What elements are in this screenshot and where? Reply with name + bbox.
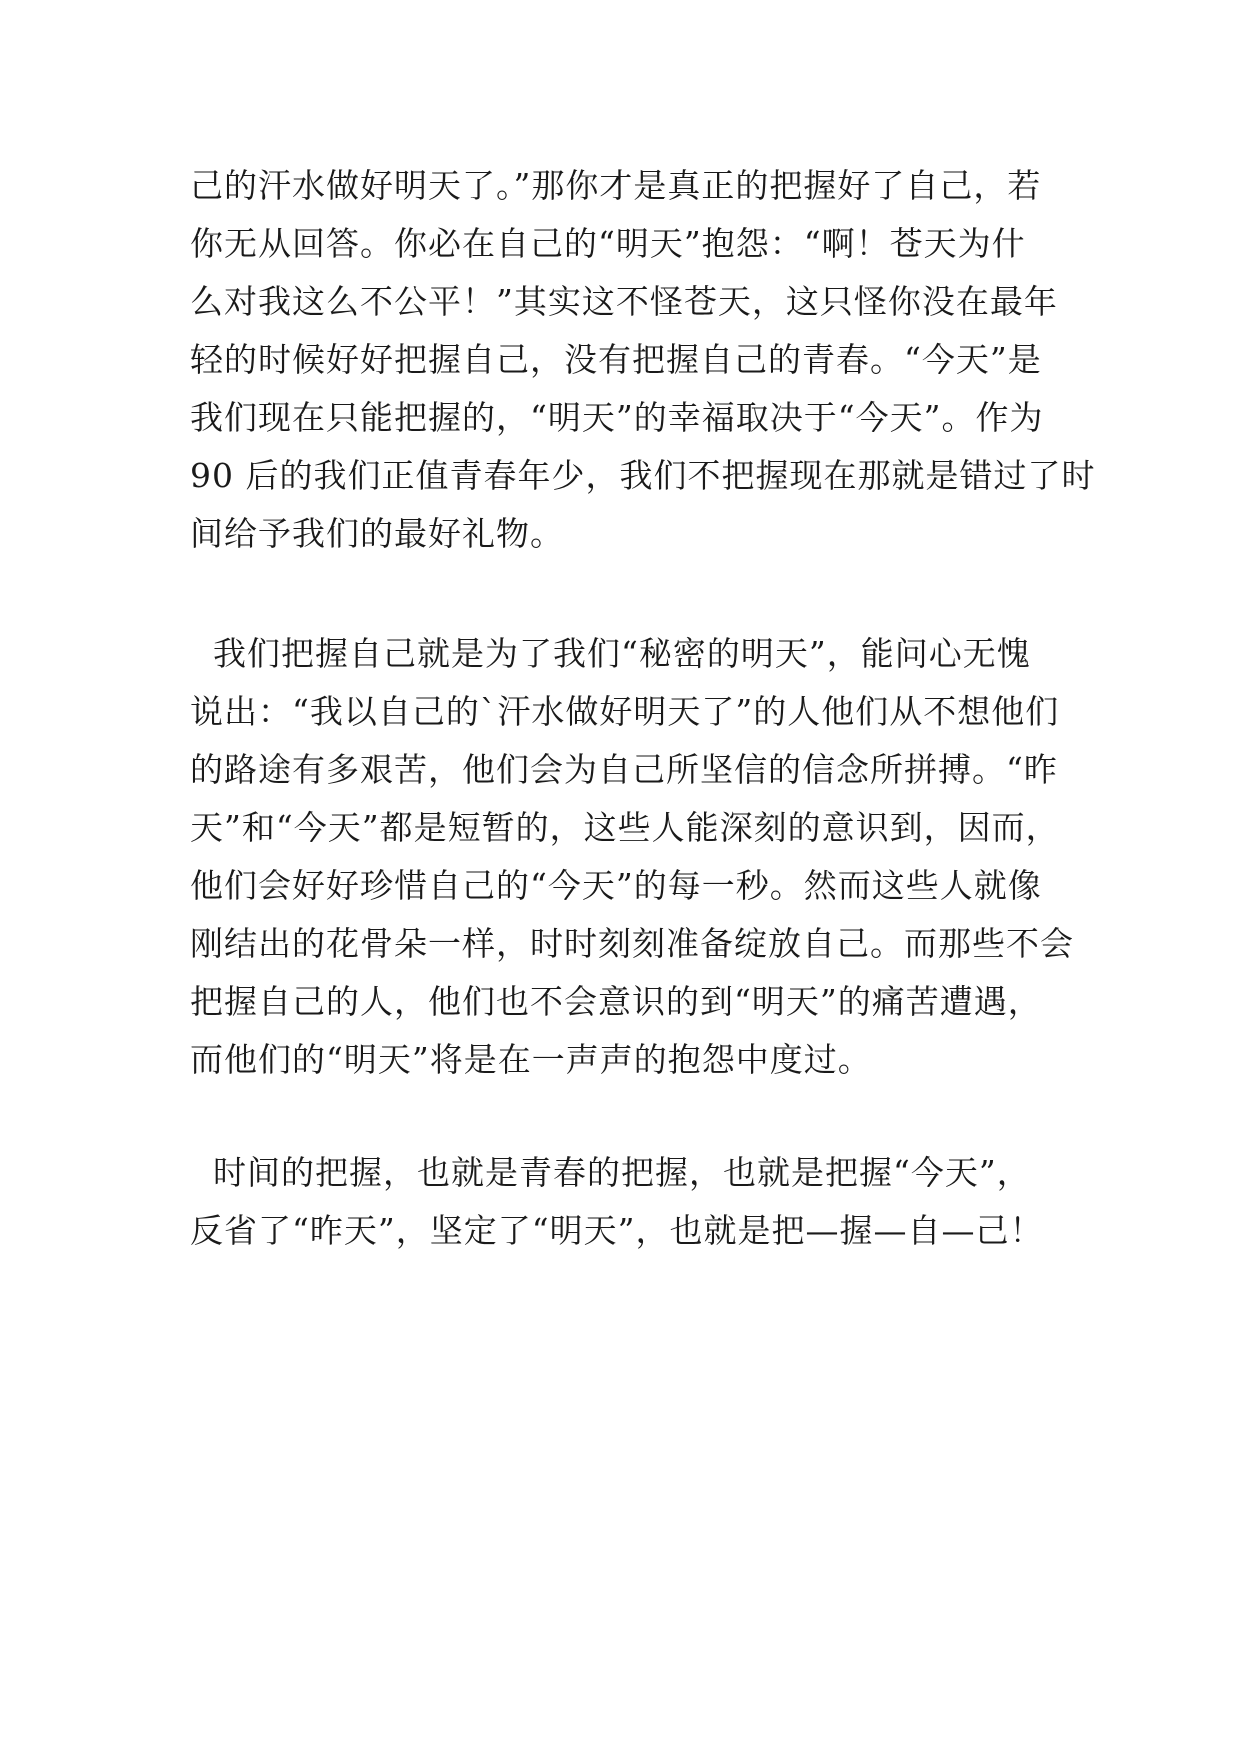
text-line: 我们把握自己就是为了我们“秘密的明天”，能问心无愧 <box>190 634 1031 673</box>
text-line: 间给予我们的最好礼物。 <box>190 514 564 553</box>
text-line: 我们现在只能把握的，“明天”的幸福取决于“今天”。作为 <box>190 398 1044 437</box>
text-line: 么对我这么不公平！”其实这不怪苍天，这只怪你没在最年 <box>190 282 1058 321</box>
text-line: 他们会好好珍惜自己的“今天”的每一秒。然而这些人就像 <box>190 866 1042 905</box>
text-line: 轻的时候好好把握自己，没有把握自己的青春。“今天”是 <box>190 340 1042 379</box>
text-line: 刚结出的花骨朵一样，时时刻刻准备绽放自己。而那些不会 <box>190 924 1074 963</box>
text-line: 的路途有多艰苦，他们会为自己所坚信的信念所拼搏。“昨 <box>190 750 1058 789</box>
text-line: 天”和“今天”都是短暂的，这些人能深刻的意识到，因而， <box>190 808 1060 847</box>
text-line: 90 后的我们正值青春年少，我们不把握现在那就是错过了时 <box>190 456 1096 495</box>
text-line: 你无从回答。你必在自己的“明天”抱怨：“啊！苍天为什 <box>190 224 1026 263</box>
text-line: 时间的把握，也就是青春的把握，也就是把握“今天”， <box>190 1153 1031 1192</box>
text-line: 己的汗水做好明天了。”那你才是真正的把握好了自己，若 <box>190 166 1042 205</box>
text-line: 说出：“我以自己的`汗水做好明天了”的人他们从不想他们 <box>190 692 1060 731</box>
text-line: 反省了“昨天”，坚定了“明天”，也就是把—握—自—己！ <box>190 1211 1044 1250</box>
paragraph-3 <box>190 1144 1060 1260</box>
paragraph-2 <box>190 625 1074 1089</box>
text-line: 把握自己的人，他们也不会意识的到“明天”的痛苦遭遇， <box>190 982 1042 1021</box>
text-line: 而他们的“明天”将是在一声声的抱怨中度过。 <box>190 1040 872 1079</box>
paragraph-1 <box>190 157 1096 563</box>
